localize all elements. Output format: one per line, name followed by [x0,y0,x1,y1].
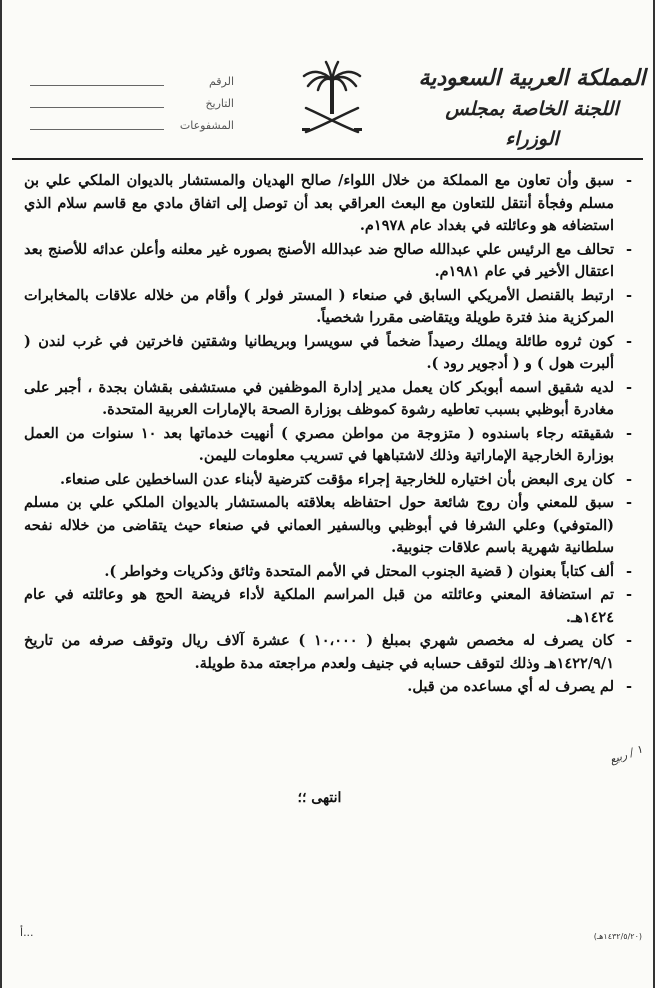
letterhead [2,0,655,160]
list-item: - كون ثروه طائلة ويملك رصيداً ضخماً في سويسرا وبريطانيا وشقتين فاخرتين في غرب لندن ( ألبرت هول ) و ( أدجوير رود ). [24,332,633,372]
list-item: - كان يصرف له مخصص شهري بمبلغ ( ١٠،٠٠٠ ) عشرة آلاف ريال وتوقف صرفه من تاريخ ١٤٢٢/٩/١هـ وذلك لتوقف حسابه في جنيف ولعدم مراجعته مدة طويلة. [24,632,633,672]
document-body [24,170,636,700]
attachments-row [24,114,234,136]
list-item: - تم استضافة المعني وعائلته من قبل المراسم الملكية لأداء فريضة الحج هو وعائلته في عام ١٤٢٤هـ. [24,586,633,626]
letterhead-title-line-1: المملكة العربية السعودية [418,65,646,91]
reference-date-label: التاريخ [205,96,234,110]
list-item: - تحالف مع الرئيس علي عبدالله صالح ضد عبدالله الأصنج بصوره غير معلنه وأعلن عدائه للأصنج بعد اعتقال الأخير في عام ١٩٨١م. [24,240,633,280]
saudi-emblem-icon [292,58,372,138]
list-item: - لم يصرف له أي مساعده من قبل. [407,678,633,695]
closing-text: انتهى ؛؛ [297,790,342,806]
list-item: - ألف كتاباً بعنوان ( قضية الجنوب المحتل في الأمم المتحدة وثائق وذكريات وخواطر ). [104,562,633,580]
list-item: - سبق للمعني وأن روج شائعة حول احتفاظه بعلاقته بالمستشار بالديوان الملكي علي بن مسلم (المتوفي) وعلي الشرفا في أبوظبي وبالسفير العماني في صنعاء حيث يتقاضى من خلاله نفحه سلطانية شهرية باسم علاقات جنوبية. [24,494,633,556]
list-item: - سبق وأن تعاون مع المملكة من خلال اللواء/ صالح الهديان والمستشار بالديوان الملكي علي بن مسلم وفجأة أنتقل للتعاون مع البعث العراقي بعد أن توصل إلى اتفاق مادي مع قاسم سلام الذي استضافه هو وعائلته في بغداد عام ١٩٧٨م. [24,172,633,234]
letterhead-title-line-2: اللجنة الخاصة بمجلس الوزراء [445,98,619,150]
reference-number-row [24,70,234,92]
footer-date: (١٤٣٢/٥/٢٠هـ) [593,932,642,941]
attachments-line [30,121,164,130]
reference-number-line [30,77,164,86]
footer-mark: أ... [20,926,34,939]
list-item: - لديه شقيق اسمه أبوبكر كان يعمل مدير إدارة الموظفين في مستشفى بقشان بجدة ، أجبر على مغادرة أبوظبي بسبب تعاطيه رشوة كموظف بوزارة الصحة بالإمارات العربية المتحدة. [24,378,633,418]
letterhead-title [417,62,647,154]
header-divider [12,158,643,160]
attachments-label: المشفوعات [179,118,234,132]
reference-fields [24,70,234,136]
handwritten-signature: ١ / ربيع [607,742,645,767]
reference-date-line [30,99,164,108]
list-item: - كان يرى البعض بأن اختياره للخارجية إجراء مؤقت كترضية لأبناء عدن الساخطين على صنعاء. [60,470,633,488]
reference-number-label: الرقم [208,74,234,88]
list-item: - شقيقته رجاء باسندوه ( متزوجة من مواطن مصري ) أنهيت خدماتها بعد ١٠ سنوات من العمل بوزارة الخارجية الإماراتية وذلك لاشتباهها في تسريب معلومات لليمن. [24,424,633,464]
reference-date-row [24,92,234,114]
list-item: - ارتبط بالقنصل الأمريكي السابق في صنعاء ( المستر فولر ) وأقام من خلاله علاقات بالمخابرات المركزية منذ فترة طويلة ويتقاضى مقررا شخصياً. [24,286,633,326]
